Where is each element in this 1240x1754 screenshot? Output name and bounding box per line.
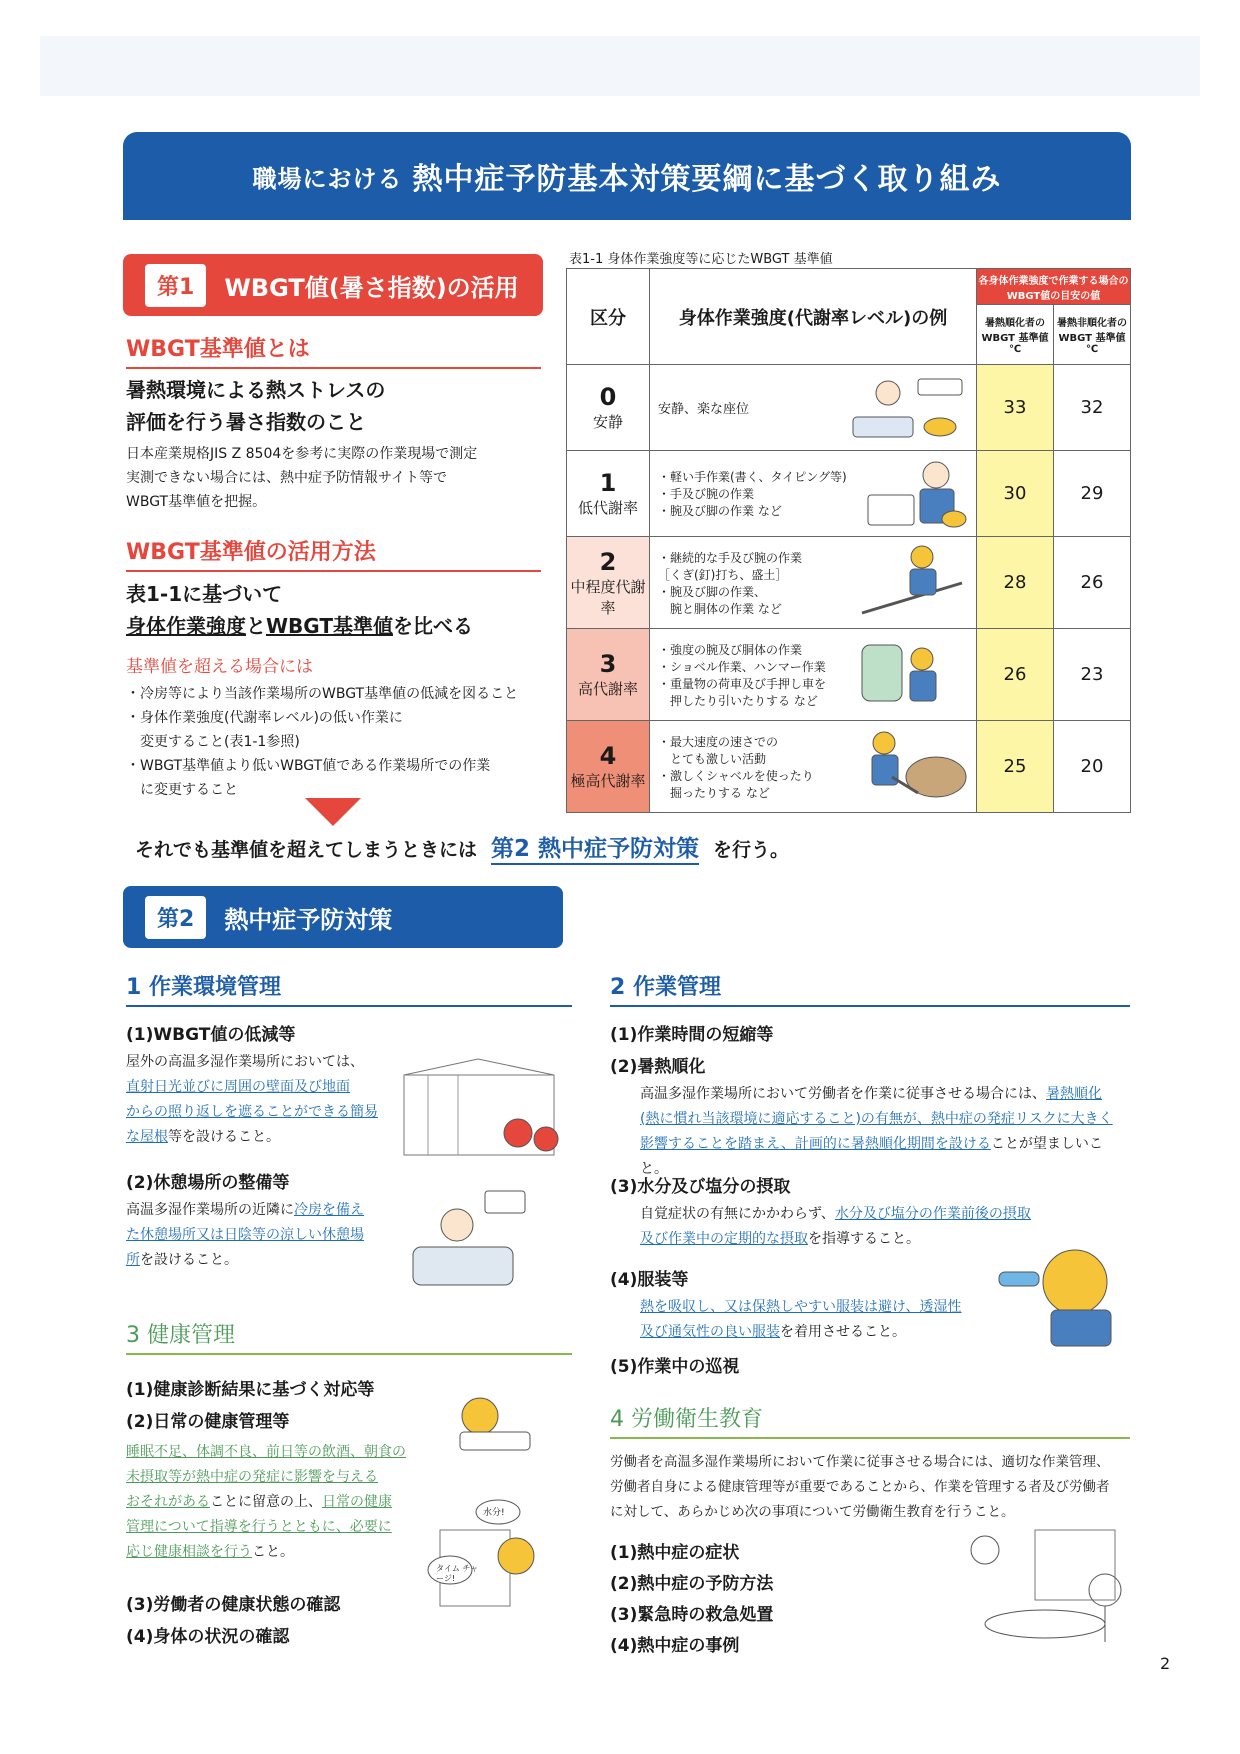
example-line: 押したり引いたりする など <box>658 693 818 708</box>
level-label: 高代謝率 <box>577 680 638 698</box>
nonacc-value: 32 <box>1054 365 1131 451</box>
level-label: 中程度代謝率 <box>570 577 646 617</box>
env-link: からの照り返しを遮ることができる簡易 <box>126 1104 378 1120</box>
section1-heading <box>123 254 543 316</box>
nonacc-value: 23 <box>1054 629 1131 721</box>
row-level <box>567 537 650 629</box>
rest-area-illustration <box>405 1185 535 1295</box>
env-link: 所 <box>126 1252 140 1268</box>
table-row <box>567 629 1131 721</box>
work-link: 影響することを踏まえ、計画的に暑熱順化期間を設ける <box>640 1136 991 1152</box>
banner-prefix: 職場における <box>252 164 403 193</box>
health-text <box>126 1440 416 1565</box>
work-link: 熱を吸収し、又は保熱しやすい服装は避け、透湿性 <box>640 1299 962 1315</box>
env-text: 等を設けること。 <box>168 1129 280 1145</box>
row-level <box>567 365 650 451</box>
edu-item: (2)熱中症の予防方法 <box>610 1574 774 1594</box>
edu-text-line: 労働者を高温多湿作業場所において作業に従事させる場合には、適切な作業管理、 <box>610 1454 1110 1470</box>
acc-value: 28 <box>977 537 1054 629</box>
section2-heading <box>123 886 563 948</box>
section1-title: WBGT値(暑さ指数)の活用 <box>224 273 519 302</box>
env-link: た休憩場所又は日陰等の涼しい休憩場 <box>126 1227 364 1243</box>
example-line: ・軽い手作業(書く、タイピング等) <box>658 470 847 484</box>
exceed-heading: 基準値を超える場合には <box>126 657 313 677</box>
col-kubun-header: 区分 <box>567 269 650 365</box>
work-subhead-3: (3)水分及び塩分の摂取 <box>610 1177 791 1197</box>
down-arrow-icon <box>305 798 361 826</box>
env-subhead-1: (1)WBGT値の低減等 <box>126 1025 296 1045</box>
summary-line-1: 暑熱環境による熱ストレスの <box>126 378 386 402</box>
usage-connector: と <box>246 614 266 638</box>
hammer-worker-illustration <box>858 543 968 621</box>
acc-value: 33 <box>977 365 1054 451</box>
col-example-header: 身体作業強度(代謝率レベル)の例 <box>650 269 977 365</box>
health-subhead-1: (1)健康診断結果に基づく対応等 <box>126 1380 375 1400</box>
shade-roof-illustration <box>398 1055 568 1170</box>
definition-text-3: WBGT基準値を把握。 <box>126 494 267 510</box>
example-line: 掘ったりする など <box>658 785 770 800</box>
nonacc-value: 26 <box>1054 537 1131 629</box>
example-line: ・激しくシャベルを使ったり <box>658 768 814 783</box>
row-examples <box>650 721 977 813</box>
section2-title: 熱中症予防対策 <box>224 905 393 934</box>
banner-title: 熱中症予防基本対策要綱に基づく取り組み <box>412 162 1002 197</box>
row-level <box>567 629 650 721</box>
summary-line-2: 評価を行う暑さ指数のこと <box>126 410 366 434</box>
row-examples <box>650 365 977 451</box>
row-examples <box>650 451 977 537</box>
edu-heading: 4 労働衛生教育 <box>610 1402 1130 1439</box>
col-acclimatized-header: 暑熱順化者の WBGT 基準値 ℃ <box>977 305 1054 365</box>
level-number: 1 <box>599 469 617 497</box>
nonacc-value: 29 <box>1054 451 1131 537</box>
usage-line-1: 表1-1に基づいて <box>126 582 283 606</box>
resting-worker-illustration <box>848 373 968 441</box>
wbgt-usage-summary <box>126 578 473 642</box>
health-subhead-2: (2)日常の健康管理等 <box>126 1412 290 1432</box>
edu-text-line: 労働者自身による健康管理等が重要であることから、作業を管理する者及び労働者 <box>610 1479 1110 1495</box>
edu-list <box>610 1538 773 1662</box>
acc-value: 30 <box>977 451 1054 537</box>
col-nonacclimatized-header: 暑熱非順化者の WBGT 基準値 ℃ <box>1054 305 1131 365</box>
example-line: ［くぎ(釘)打ち、盛土］ <box>658 567 788 582</box>
row-examples <box>650 629 977 721</box>
wbgt-usage-heading: WBGT基準値の活用方法 <box>126 535 541 572</box>
exceed-bullet-list <box>126 682 518 802</box>
page-banner <box>123 132 1131 220</box>
acc-value: 25 <box>977 721 1054 813</box>
health-subhead-4: (4)身体の状況の確認 <box>126 1627 290 1647</box>
env-text-1 <box>126 1050 396 1150</box>
work-text-3 <box>640 1202 1040 1252</box>
work-text: を着用させること。 <box>780 1324 906 1340</box>
drinking-worker-illustration <box>995 1240 1125 1350</box>
usage-line-2 <box>126 610 473 642</box>
work-heading: 2 作業管理 <box>610 970 1130 1007</box>
level-number: 0 <box>599 383 617 411</box>
health-subhead-3: (3)労働者の健康状態の確認 <box>126 1595 341 1615</box>
work-link: 及び作業中の定期的な摂取 <box>640 1231 808 1247</box>
example-line: ・重量物の荷車及び手押し車を <box>658 676 827 691</box>
health-link: 管理について指導を行うとともに、必要に <box>126 1519 392 1535</box>
env-link: 冷房を備え <box>294 1202 364 1218</box>
table-row <box>567 451 1131 537</box>
health-link: 応じ健康相談を行う <box>126 1544 252 1560</box>
health-link: 未摂取等が熱中症の発症に影響を与える <box>126 1469 378 1485</box>
table-row <box>567 537 1131 629</box>
page-header-band <box>40 36 1200 96</box>
exceed-bullet: に変更すること <box>126 782 238 798</box>
level-number: 3 <box>599 650 617 678</box>
env-link: 直射日光並びに周囲の壁面及び地面 <box>126 1079 350 1095</box>
usage-term-intensity: 身体作業強度 <box>126 614 246 638</box>
edu-text-line: に対して、あらかじめ次の事項について労働衛生教育を行うこと。 <box>610 1504 1015 1520</box>
bridge-line <box>135 830 789 865</box>
work-subhead-5: (5)作業中の巡視 <box>610 1357 740 1377</box>
level-number: 2 <box>599 547 617 576</box>
wbgt-table <box>566 268 1131 813</box>
example-line: 安静、楽な座位 <box>658 402 750 417</box>
definition-text-1: 日本産業規格JIS Z 8504を参考に実際の作業現場で測定 <box>126 446 478 462</box>
work-text: 自覚症状の有無にかかわらず、 <box>640 1206 835 1222</box>
work-text: を指導すること。 <box>808 1231 920 1247</box>
health-heading: 3 健康管理 <box>126 1318 572 1355</box>
env-link: な屋根 <box>126 1129 168 1145</box>
example-line: ・腕及び脚の作業、 <box>658 584 767 599</box>
table-caption: 表1-1 身体作業強度等に応じたWBGT 基準値 <box>569 252 833 267</box>
example-line: 腕と胴体の作業 など <box>658 601 782 616</box>
wbgt-definition-summary <box>126 374 385 438</box>
level-number: 4 <box>599 742 617 770</box>
definition-text-2: 実測できない場合には、熱中症予防情報サイト等で <box>126 470 448 486</box>
bubble-water: 水分! <box>483 1508 505 1518</box>
col-group-header: 各身体作業強度で作業する場合のWBGT値の目安の値 <box>977 269 1131 305</box>
shoveling-worker-illustration <box>848 727 968 805</box>
level-label: 極高代謝率 <box>570 772 646 790</box>
edu-item: (1)熱中症の症状 <box>610 1543 740 1563</box>
env-text-2 <box>126 1198 406 1273</box>
level-label: 低代謝率 <box>577 499 638 517</box>
work-text: 高温多湿作業場所において労働者を作業に従事させる場合には、 <box>640 1086 1046 1102</box>
work-link: (熱に慣れ当該環境に適応すること)の有無が、熱中症の発症リスクに大きく <box>640 1111 1113 1127</box>
bridge-post: を行う。 <box>713 839 790 861</box>
row-examples <box>650 537 977 629</box>
example-line: ・腕及び脚の作業 など <box>658 504 782 518</box>
work-text-2 <box>640 1082 1130 1182</box>
work-link: 暑熱順化 <box>1046 1086 1102 1102</box>
health-link: 日常の健康 <box>322 1494 392 1510</box>
env-heading: 1 作業環境管理 <box>126 970 572 1007</box>
bridge-pre: それでも基準値を超えてしまうときには <box>135 839 478 861</box>
wbgt-definition-text <box>126 442 477 514</box>
work-subhead-1: (1)作業時間の短縮等 <box>610 1025 774 1045</box>
env-text: 屋外の高温多湿作業場所においては、 <box>126 1054 364 1070</box>
example-line: とても激しい活動 <box>658 751 767 766</box>
edu-item: (3)緊急時の救急処置 <box>610 1605 774 1625</box>
health-link: 睡眠不足、体調不良、前日等の飲酒、朝食の <box>126 1444 406 1460</box>
env-subhead-2: (2)休憩場所の整備等 <box>126 1173 290 1193</box>
nonacc-value: 20 <box>1054 721 1131 813</box>
exceed-bullet: ・冷房等により当該作業場所のWBGT基準値の低減を図ること <box>126 686 519 702</box>
bubble-charge: タイム チャージ! <box>436 1564 479 1583</box>
exceed-bullet: ・WBGT基準値より低いWBGT値である作業場所での作業 <box>126 758 491 774</box>
health-text: こと。 <box>252 1544 294 1560</box>
acc-value: 26 <box>977 629 1054 721</box>
example-line: ・手及び腕の作業 <box>658 487 755 501</box>
fallen-worker-illustration <box>945 1520 1130 1650</box>
row-level <box>567 721 650 813</box>
page-number: 2 <box>1160 1654 1171 1673</box>
health-text: ことに留意の上、 <box>210 1494 322 1510</box>
usage-term-wbgt: WBGT基準値 <box>266 614 394 638</box>
table-row <box>567 721 1131 813</box>
health-link: おそれがある <box>126 1494 210 1510</box>
exceed-bullet: ・身体作業強度(代謝率レベル)の低い作業に <box>126 710 403 726</box>
bridge-link[interactable]: 第2 熱中症予防対策 <box>491 830 699 865</box>
section2-tag: 第2 <box>145 896 206 939</box>
edu-text <box>610 1450 1135 1525</box>
usage-verb: を比べる <box>393 614 474 638</box>
exceed-bullet: 変更すること(表1-1参照) <box>126 734 300 750</box>
typing-worker-illustration <box>858 457 968 531</box>
level-label: 安静 <box>592 413 623 431</box>
example-line: ・強度の腕及び胴体の作業 <box>658 642 803 657</box>
section1-tag: 第1 <box>145 264 206 307</box>
env-text: 高温多湿作業場所の近隣に <box>126 1202 294 1218</box>
carrying-worker-illustration <box>858 635 968 713</box>
work-text: ことが望ましいこと。 <box>640 1136 1103 1177</box>
example-line: ・ショベル作業、ハンマー作業 <box>658 659 826 674</box>
work-link: 水分及び塩分の作業前後の摂取 <box>834 1206 1031 1222</box>
work-subhead-4: (4)服装等 <box>610 1270 689 1290</box>
work-subhead-2: (2)暑熱順化 <box>610 1057 706 1077</box>
env-text: を設けること。 <box>140 1252 238 1268</box>
wbgt-definition-heading: WBGT基準値とは <box>126 332 541 369</box>
table-row <box>567 365 1131 451</box>
work-link: 及び通気性の良い服装 <box>640 1324 780 1340</box>
work-text-4 <box>640 1295 1000 1345</box>
example-line: ・継続的な手及び腕の作業 <box>658 550 803 565</box>
row-level <box>567 451 650 537</box>
example-line: ・最大速度の速さでの <box>658 734 779 749</box>
edu-item: (4)熱中症の事例 <box>610 1636 740 1656</box>
